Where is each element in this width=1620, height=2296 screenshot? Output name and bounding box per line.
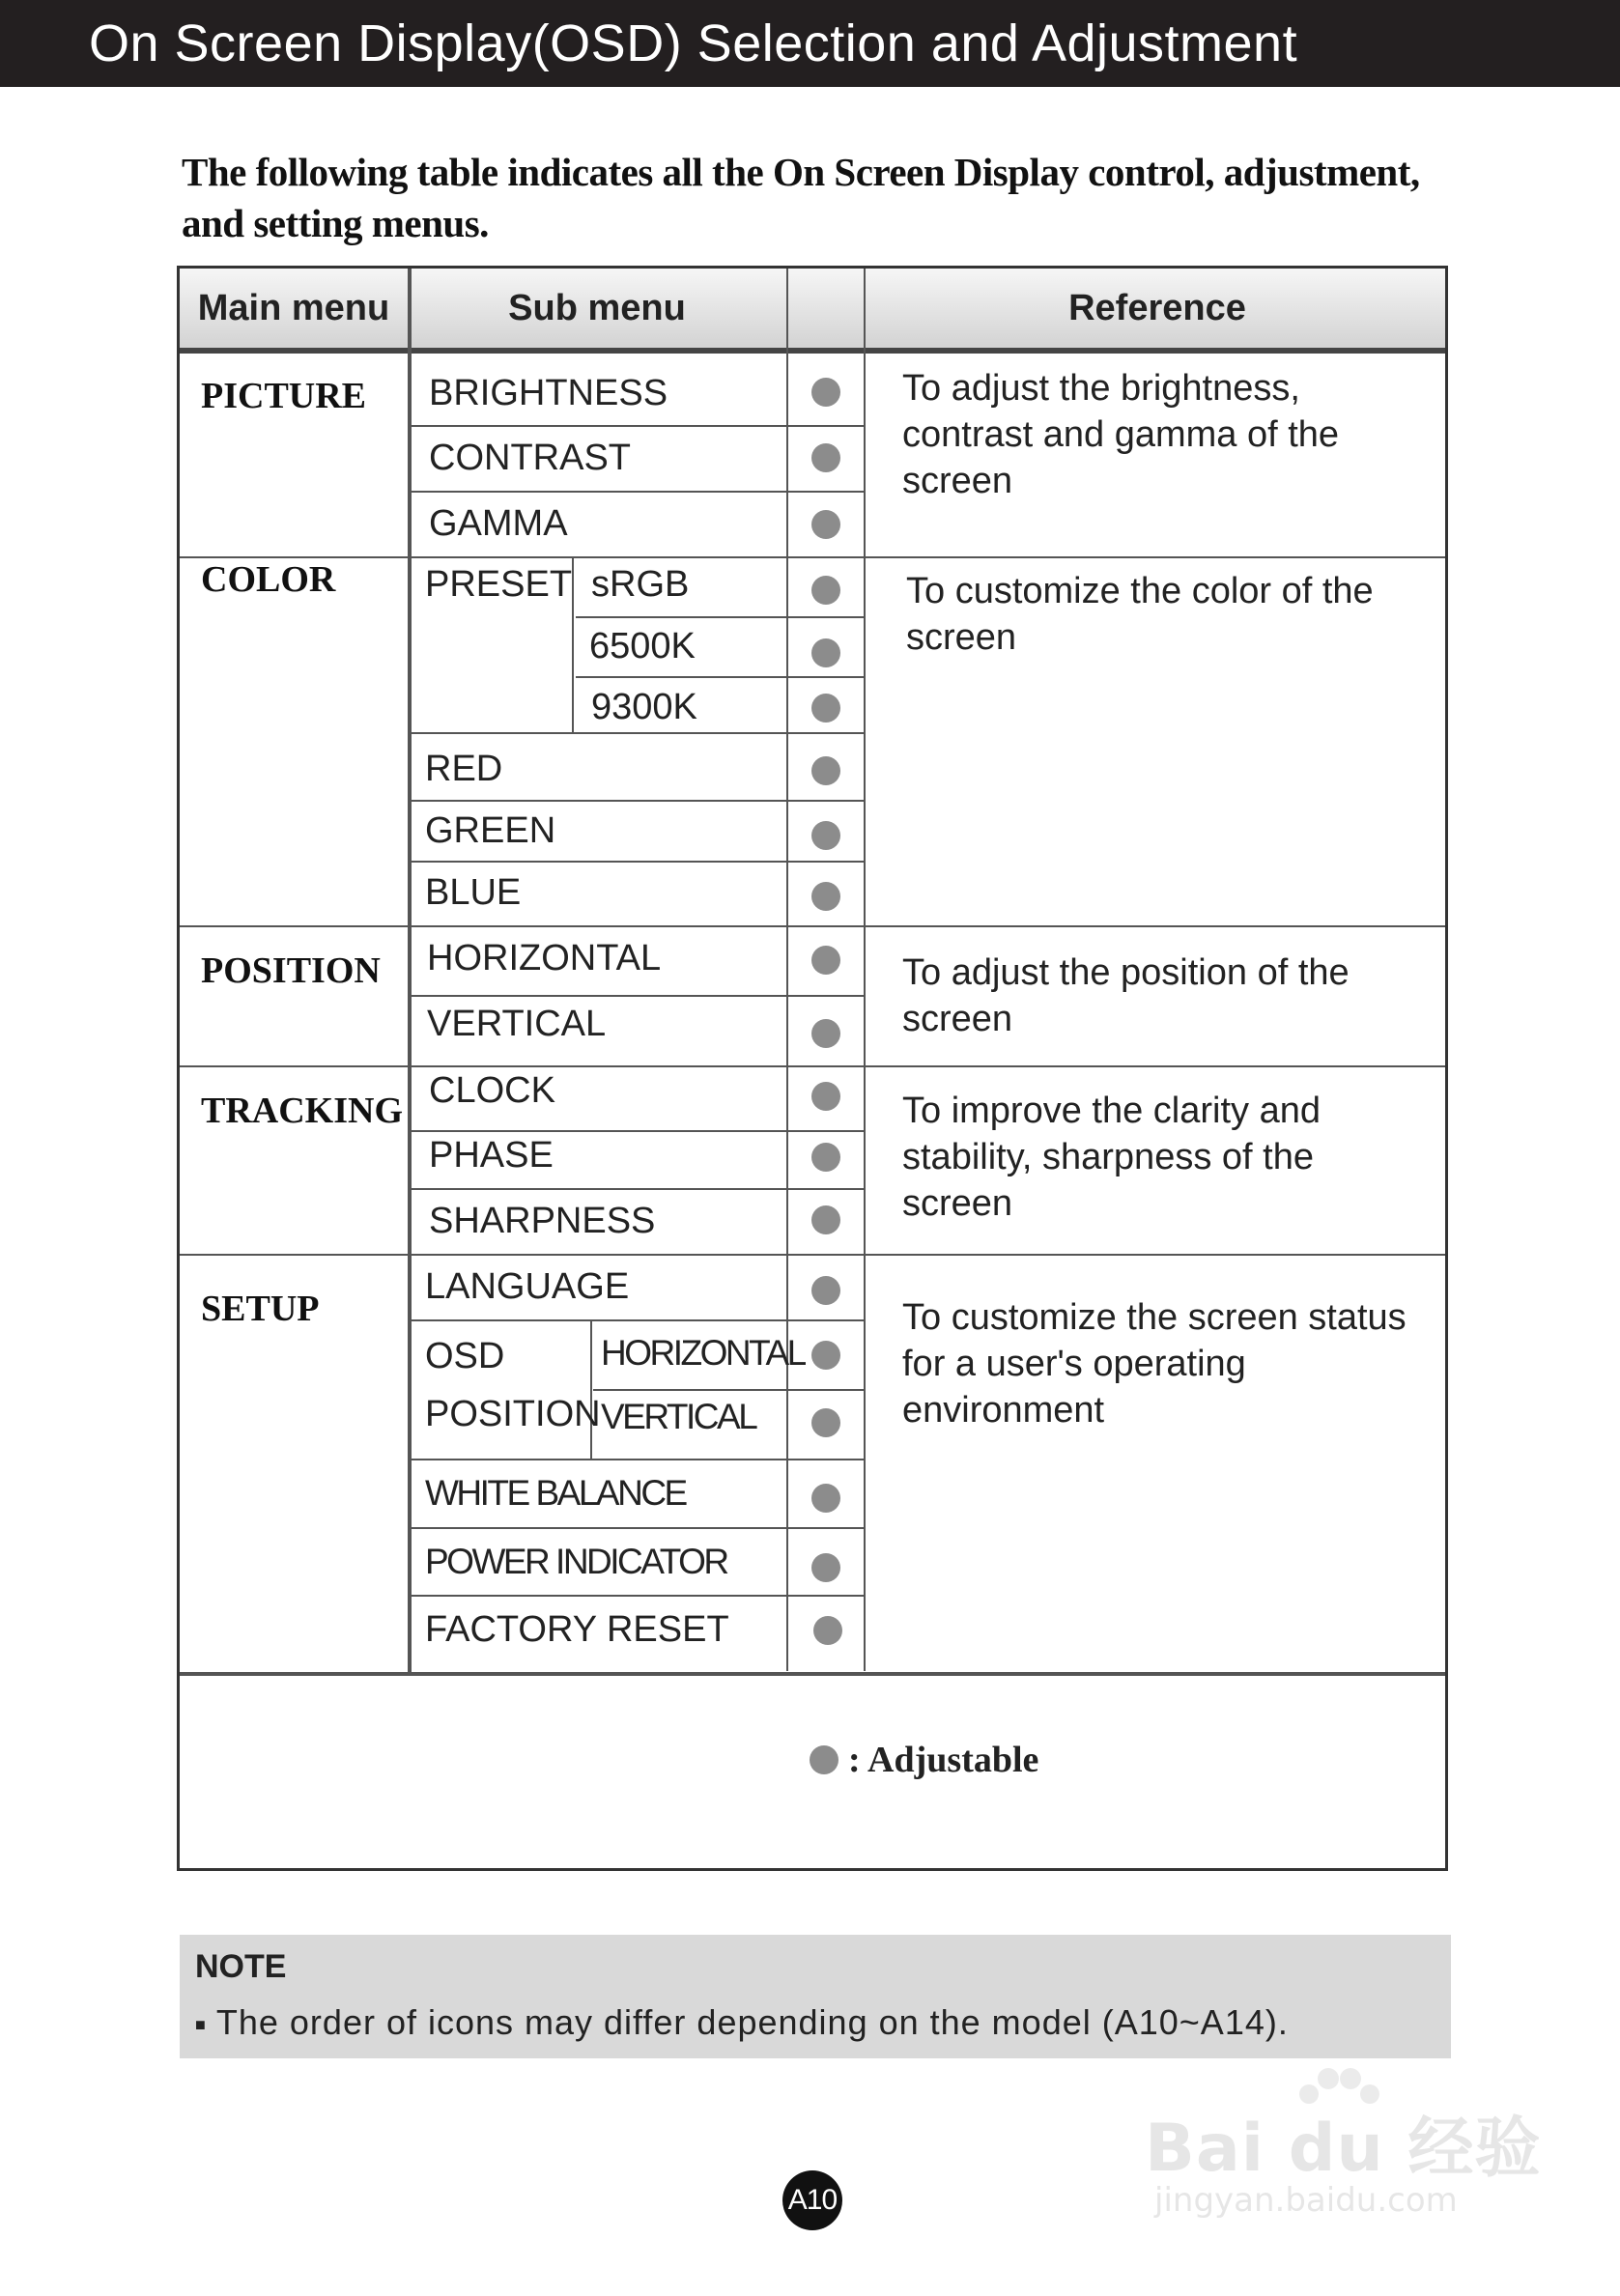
adjustable-dot <box>811 378 840 407</box>
main-menu-tracking: TRACKING <box>201 1091 404 1131</box>
row-line <box>412 1188 866 1190</box>
page-number-badge: A10 <box>782 2170 842 2230</box>
note-text-line <box>195 2002 1289 2043</box>
legend <box>810 1739 1038 1781</box>
adjustable-dot <box>811 1205 840 1234</box>
page-title: On Screen Display(OSD) Selection and Adjustment <box>89 14 1298 72</box>
row-line <box>412 732 866 734</box>
row-line <box>412 995 866 997</box>
header-reference: Reference <box>1068 288 1246 328</box>
table-header-row <box>180 269 1445 354</box>
intro-text: The following table indicates all the On Screen Display control, adjustment, and setting menus. <box>182 150 1420 245</box>
baidu-watermark <box>1145 2057 1550 2231</box>
reference-color: To customize the color of the screen <box>906 571 1374 658</box>
header-sub-menu: Sub menu <box>508 288 686 328</box>
watermark-logo: Bai du 经验 <box>1145 2111 1542 2187</box>
adjustable-dot <box>813 1616 842 1645</box>
adjustable-dot <box>811 576 840 605</box>
sub-menu-contrast: CONTRAST <box>429 438 631 478</box>
adjustable-dot <box>811 1341 840 1370</box>
adjustable-dot <box>811 1408 840 1437</box>
sub-menu-osd-position: POSITION <box>425 1394 601 1434</box>
sub-menu-blue: BLUE <box>425 872 522 913</box>
row-line <box>593 1389 866 1391</box>
sub-menu-green: GREEN <box>425 810 556 851</box>
row-line <box>412 1595 866 1597</box>
bullet-icon: ■ <box>195 2014 207 2034</box>
row-line <box>576 676 866 678</box>
adjustable-dot <box>811 1276 840 1305</box>
reference-tracking: To improve the clarity and stability, sharpness of the screen <box>902 1091 1321 1224</box>
separator-tracking-setup <box>180 1254 1445 1256</box>
sub-menu-brightness: BRIGHTNESS <box>429 373 668 413</box>
osd-vertical: VERTICAL <box>601 1397 756 1436</box>
reference-picture: To adjust the brightness, contrast and gamma of the screen <box>902 368 1340 501</box>
sub-menu-vertical: VERTICAL <box>427 1004 607 1044</box>
row-line <box>412 1319 866 1321</box>
watermark-url: jingyan.baidu.com <box>1154 2181 1458 2220</box>
separator-color-position <box>180 925 1445 927</box>
adjustable-dot <box>811 510 840 539</box>
adjustable-dot <box>811 1019 840 1048</box>
row-line <box>412 491 866 493</box>
sub-menu-red: RED <box>425 749 503 789</box>
osd-horizontal: HORIZONTAL <box>601 1333 805 1373</box>
legend-label: : Adjustable <box>848 1740 1039 1780</box>
note-text: The order of icons may differ depending on the model (A10~A14). <box>215 2002 1289 2042</box>
row-line <box>412 800 866 802</box>
adjustable-dot-icon <box>810 1745 838 1774</box>
note-title: NOTE <box>195 1948 287 1985</box>
adjustable-dot <box>811 638 840 667</box>
col-divider-sub <box>786 269 788 1671</box>
sub-menu-clock: CLOCK <box>429 1070 555 1111</box>
main-menu-color: COLOR <box>201 559 336 600</box>
header-main-menu: Main menu <box>197 288 390 328</box>
note-box <box>180 1935 1451 2058</box>
sub-menu-language: LANGUAGE <box>425 1266 630 1307</box>
adjustable-dot <box>811 1553 840 1582</box>
row-line <box>412 1459 866 1460</box>
reference-setup: To customize the screen status for a user's operating environment <box>902 1297 1407 1431</box>
reference-position: To adjust the position of the screen <box>902 952 1350 1039</box>
preset-divider <box>572 558 574 732</box>
adjustable-dot <box>811 756 840 785</box>
row-line <box>412 1527 866 1529</box>
row-line <box>412 1130 866 1132</box>
sub-menu-white-balance: WHITE BALANCE <box>425 1473 686 1513</box>
separator-picture-color <box>180 556 1445 558</box>
sub-menu-phase: PHASE <box>429 1135 554 1176</box>
sub-menu-preset: PRESET <box>425 564 573 605</box>
row-line <box>412 861 866 863</box>
separator-position-tracking <box>180 1065 1445 1067</box>
col-divider-dot <box>864 269 866 1671</box>
preset-6500k: 6500K <box>589 626 696 666</box>
sub-menu-horizontal: HORIZONTAL <box>427 938 662 978</box>
adjustable-dot <box>811 694 840 723</box>
adjustable-dot <box>811 946 840 975</box>
main-menu-position: POSITION <box>201 950 381 991</box>
row-line <box>576 616 866 618</box>
sub-menu-factory-reset: FACTORY RESET <box>425 1609 729 1650</box>
main-menu-picture: PICTURE <box>201 376 367 416</box>
osd-position-divider <box>590 1319 592 1459</box>
sub-menu-sharpness: SHARPNESS <box>429 1201 656 1241</box>
adjustable-dot <box>811 1082 840 1111</box>
preset-srgb: sRGB <box>591 564 690 605</box>
osd-table <box>177 266 1448 1871</box>
separator-legend <box>180 1672 1445 1676</box>
main-menu-setup: SETUP <box>201 1289 320 1329</box>
sub-menu-osd: OSD <box>425 1336 505 1376</box>
sub-menu-gamma: GAMMA <box>429 503 568 544</box>
adjustable-dot <box>811 443 840 472</box>
adjustable-dot <box>811 882 840 911</box>
header-bar <box>0 0 1620 87</box>
sub-menu-power-indicator: POWER INDICATOR <box>425 1542 727 1581</box>
adjustable-dot <box>811 1143 840 1172</box>
adjustable-dot <box>811 1484 840 1513</box>
row-line <box>412 425 866 427</box>
adjustable-dot <box>811 821 840 850</box>
col-divider-main <box>408 269 412 1676</box>
preset-9300k: 9300K <box>591 687 697 727</box>
